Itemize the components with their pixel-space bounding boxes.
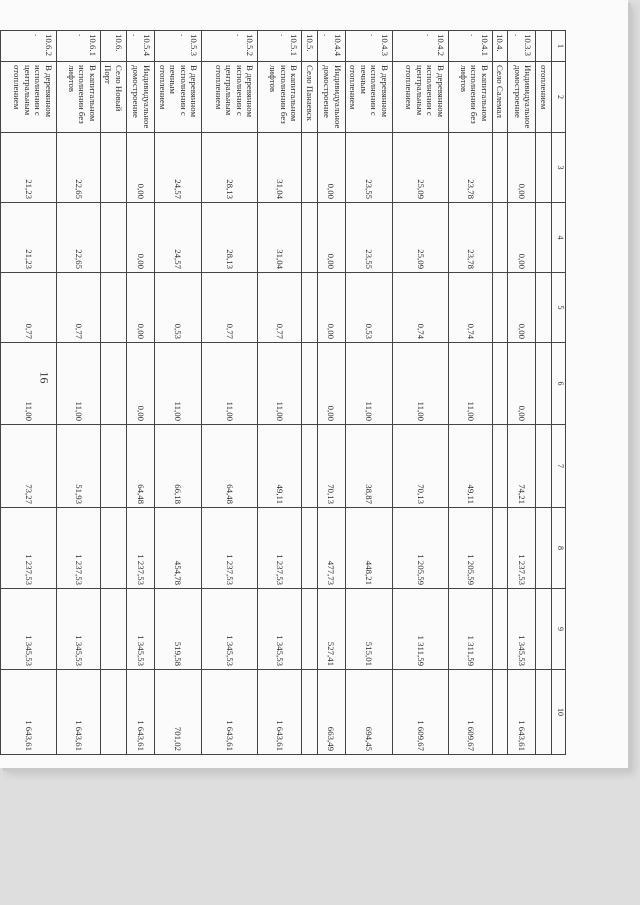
value-cell (536, 273, 552, 343)
value-cell (536, 133, 552, 203)
value-cell (536, 203, 552, 273)
value-cell: 70,13 (317, 425, 345, 508)
value-cell: 28,13 (202, 133, 258, 203)
value-cell (536, 670, 552, 755)
value-cell: 31,04 (258, 203, 302, 273)
column-number: 4 (552, 203, 566, 273)
row-name: В деревянном исполнении с печным отоплением (345, 62, 392, 133)
value-cell: 0,00 (508, 343, 536, 425)
table-row (392, 31, 448, 755)
table-row (317, 31, 345, 755)
value-cell: 694,45 (345, 670, 392, 755)
value-cell: 0,00 (317, 343, 345, 425)
empty-cell (100, 508, 126, 589)
value-cell: 515,01 (345, 589, 392, 670)
value-cell: 28,13 (202, 203, 258, 273)
column-number: 2 (552, 62, 566, 133)
row-code: 10.5. (302, 31, 318, 62)
table-row (202, 31, 258, 755)
value-cell: 448,21 (345, 508, 392, 589)
value-cell: 0,00 (508, 203, 536, 273)
value-cell: 23,55 (345, 133, 392, 203)
value-cell: 21,23 (0, 133, 56, 203)
row-code: 10.4.1. (448, 31, 492, 62)
value-cell: 0,00 (317, 273, 345, 343)
value-cell: 38,87 (345, 425, 392, 508)
value-cell: 1 643,61 (258, 670, 302, 755)
section-row (100, 31, 126, 755)
table-row (448, 31, 492, 755)
table-row (126, 31, 154, 755)
value-cell: 11,00 (56, 343, 100, 425)
value-cell: 22,65 (56, 203, 100, 273)
empty-cell (100, 589, 126, 670)
empty-cell (100, 343, 126, 425)
value-cell (536, 589, 552, 670)
empty-cell (492, 425, 508, 508)
value-cell: 1 237,53 (126, 508, 154, 589)
table-row (508, 31, 536, 755)
value-cell: 1 237,53 (258, 508, 302, 589)
value-cell: 0,74 (392, 273, 448, 343)
value-cell: 0,00 (126, 343, 154, 425)
value-cell: 701,02 (154, 670, 201, 755)
value-cell: 1 237,53 (202, 508, 258, 589)
value-cell: 1 345,53 (0, 589, 56, 670)
row-name: В деревянном исполнении с центральным отоплением (392, 62, 448, 133)
value-cell: 11,00 (0, 343, 56, 425)
table-row (0, 31, 56, 755)
row-code: 10.4.4. (317, 31, 345, 62)
value-cell: 1 237,53 (508, 508, 536, 589)
row-code: 10.6.1. (56, 31, 100, 62)
column-number: 10 (552, 670, 566, 755)
value-cell: 11,00 (154, 343, 201, 425)
value-cell: 1 311,59 (448, 589, 492, 670)
row-code: 10.5.3. (154, 31, 201, 62)
row-name: Село Панаевск (302, 62, 318, 133)
value-cell: 0,00 (126, 133, 154, 203)
value-cell: 11,00 (258, 343, 302, 425)
value-cell: 1 643,61 (126, 670, 154, 755)
value-cell: 25,09 (392, 203, 448, 273)
value-cell: 519,58 (154, 589, 201, 670)
table-row (154, 31, 201, 755)
value-cell: 22,65 (56, 133, 100, 203)
value-cell: 0,77 (0, 273, 56, 343)
section-row (492, 31, 508, 755)
value-cell: 66,18 (154, 425, 201, 508)
value-cell: 477,73 (317, 508, 345, 589)
section-row (302, 31, 318, 755)
table-row (258, 31, 302, 755)
value-cell: 1 345,53 (202, 589, 258, 670)
value-cell: 11,00 (202, 343, 258, 425)
header-row (552, 31, 566, 755)
empty-cell (492, 508, 508, 589)
row-name: В деревянном исполнении с центральным отоплением (202, 62, 258, 133)
empty-cell (100, 203, 126, 273)
page-number: 16 (37, 371, 52, 384)
value-cell: 1 609,67 (392, 670, 448, 755)
value-cell: 1 345,53 (258, 589, 302, 670)
empty-cell (302, 425, 318, 508)
value-cell: 1 205,59 (448, 508, 492, 589)
row-name: В деревянном исполнении с печным отоплением (154, 62, 201, 133)
value-cell: 23,55 (345, 203, 392, 273)
column-number: 1 (552, 31, 566, 62)
value-cell: 1 643,61 (0, 670, 56, 755)
row-name: В капитальном исполнении без лифтов (258, 62, 302, 133)
row-code: 10.5.1. (258, 31, 302, 62)
value-cell: 1 237,53 (0, 508, 56, 589)
empty-cell (492, 133, 508, 203)
empty-cell (302, 273, 318, 343)
value-cell: 1 311,59 (392, 589, 448, 670)
empty-cell (492, 670, 508, 755)
empty-cell (492, 343, 508, 425)
value-cell (536, 425, 552, 508)
empty-cell (302, 508, 318, 589)
row-name: Село Салемал (492, 62, 508, 133)
column-number: 8 (552, 508, 566, 589)
value-cell: 49,11 (448, 425, 492, 508)
table-row (536, 31, 552, 755)
value-cell: 1 643,61 (508, 670, 536, 755)
empty-cell (302, 133, 318, 203)
value-cell: 1 205,59 (392, 508, 448, 589)
value-cell: 64,48 (126, 425, 154, 508)
table-row (56, 31, 100, 755)
value-cell: 0,00 (508, 273, 536, 343)
row-code: 10.5.2. (202, 31, 258, 62)
value-cell: 0,00 (317, 133, 345, 203)
value-cell: 21,23 (0, 203, 56, 273)
value-cell: 0,53 (345, 273, 392, 343)
value-cell: 1 345,53 (126, 589, 154, 670)
value-cell: 11,00 (345, 343, 392, 425)
row-name: В капитальном исполнении без лифтов (448, 62, 492, 133)
value-cell: 1 345,53 (56, 589, 100, 670)
row-name: Индивидуальное домостроение (508, 62, 536, 133)
empty-cell (100, 425, 126, 508)
tariff-table (0, 30, 566, 755)
value-cell: 0,77 (258, 273, 302, 343)
table-row (345, 31, 392, 755)
value-cell: 70,13 (392, 425, 448, 508)
row-code: 10.6.2. (0, 31, 56, 62)
value-cell (536, 508, 552, 589)
value-cell: 11,00 (448, 343, 492, 425)
value-cell: 11,00 (392, 343, 448, 425)
row-code: 10.4.3. (345, 31, 392, 62)
row-name: Индивидуальное домостроение (126, 62, 154, 133)
value-cell: 24,57 (154, 133, 201, 203)
value-cell: 25,09 (392, 133, 448, 203)
value-cell: 1 609,67 (448, 670, 492, 755)
value-cell: 1 345,53 (508, 589, 536, 670)
empty-cell (302, 343, 318, 425)
empty-cell (100, 133, 126, 203)
empty-cell (492, 273, 508, 343)
value-cell: 64,48 (202, 425, 258, 508)
value-cell: 0,74 (448, 273, 492, 343)
empty-cell (302, 203, 318, 273)
empty-cell (302, 589, 318, 670)
column-number: 7 (552, 425, 566, 508)
row-code (536, 31, 552, 62)
empty-cell (302, 670, 318, 755)
row-name: Индивидуальное домостроение (317, 62, 345, 133)
value-cell: 1 237,53 (56, 508, 100, 589)
empty-cell (100, 273, 126, 343)
value-cell: 0,53 (154, 273, 201, 343)
column-number: 3 (552, 133, 566, 203)
row-code: 10.4. (492, 31, 508, 62)
value-cell: 24,57 (154, 203, 201, 273)
value-cell: 0,00 (508, 133, 536, 203)
value-cell: 74,21 (508, 425, 536, 508)
row-name: В деревянном исполнении с центральным отоплением (0, 62, 56, 133)
table-viewport (12, 30, 566, 754)
row-name: Село Новый Порт (100, 62, 126, 133)
column-number: 6 (552, 343, 566, 425)
value-cell: 663,49 (317, 670, 345, 755)
value-cell: 0,77 (202, 273, 258, 343)
rotated-table-frame (12, 30, 566, 754)
value-cell: 51,93 (56, 425, 100, 508)
empty-cell (492, 203, 508, 273)
row-code: 10.6. (100, 31, 126, 62)
column-number: 9 (552, 589, 566, 670)
value-cell: 31,04 (258, 133, 302, 203)
value-cell: 0,00 (317, 203, 345, 273)
value-cell: 454,78 (154, 508, 201, 589)
value-cell: 23,78 (448, 133, 492, 203)
value-cell: 73,27 (0, 425, 56, 508)
value-cell: 0,00 (126, 203, 154, 273)
value-cell (536, 343, 552, 425)
row-code: 10.4.2. (392, 31, 448, 62)
row-name: В капитальном исполнении без лифтов (56, 62, 100, 133)
value-cell: 0,77 (56, 273, 100, 343)
value-cell: 527,41 (317, 589, 345, 670)
value-cell: 23,78 (448, 203, 492, 273)
row-code: 10.5.4. (126, 31, 154, 62)
empty-cell (100, 670, 126, 755)
value-cell: 1 643,61 (56, 670, 100, 755)
value-cell: 1 643,61 (202, 670, 258, 755)
row-code: 10.3.3. (508, 31, 536, 62)
empty-cell (492, 589, 508, 670)
value-cell: 49,11 (258, 425, 302, 508)
column-number: 5 (552, 273, 566, 343)
row-name: отоплением (536, 62, 552, 133)
value-cell: 0,00 (126, 273, 154, 343)
